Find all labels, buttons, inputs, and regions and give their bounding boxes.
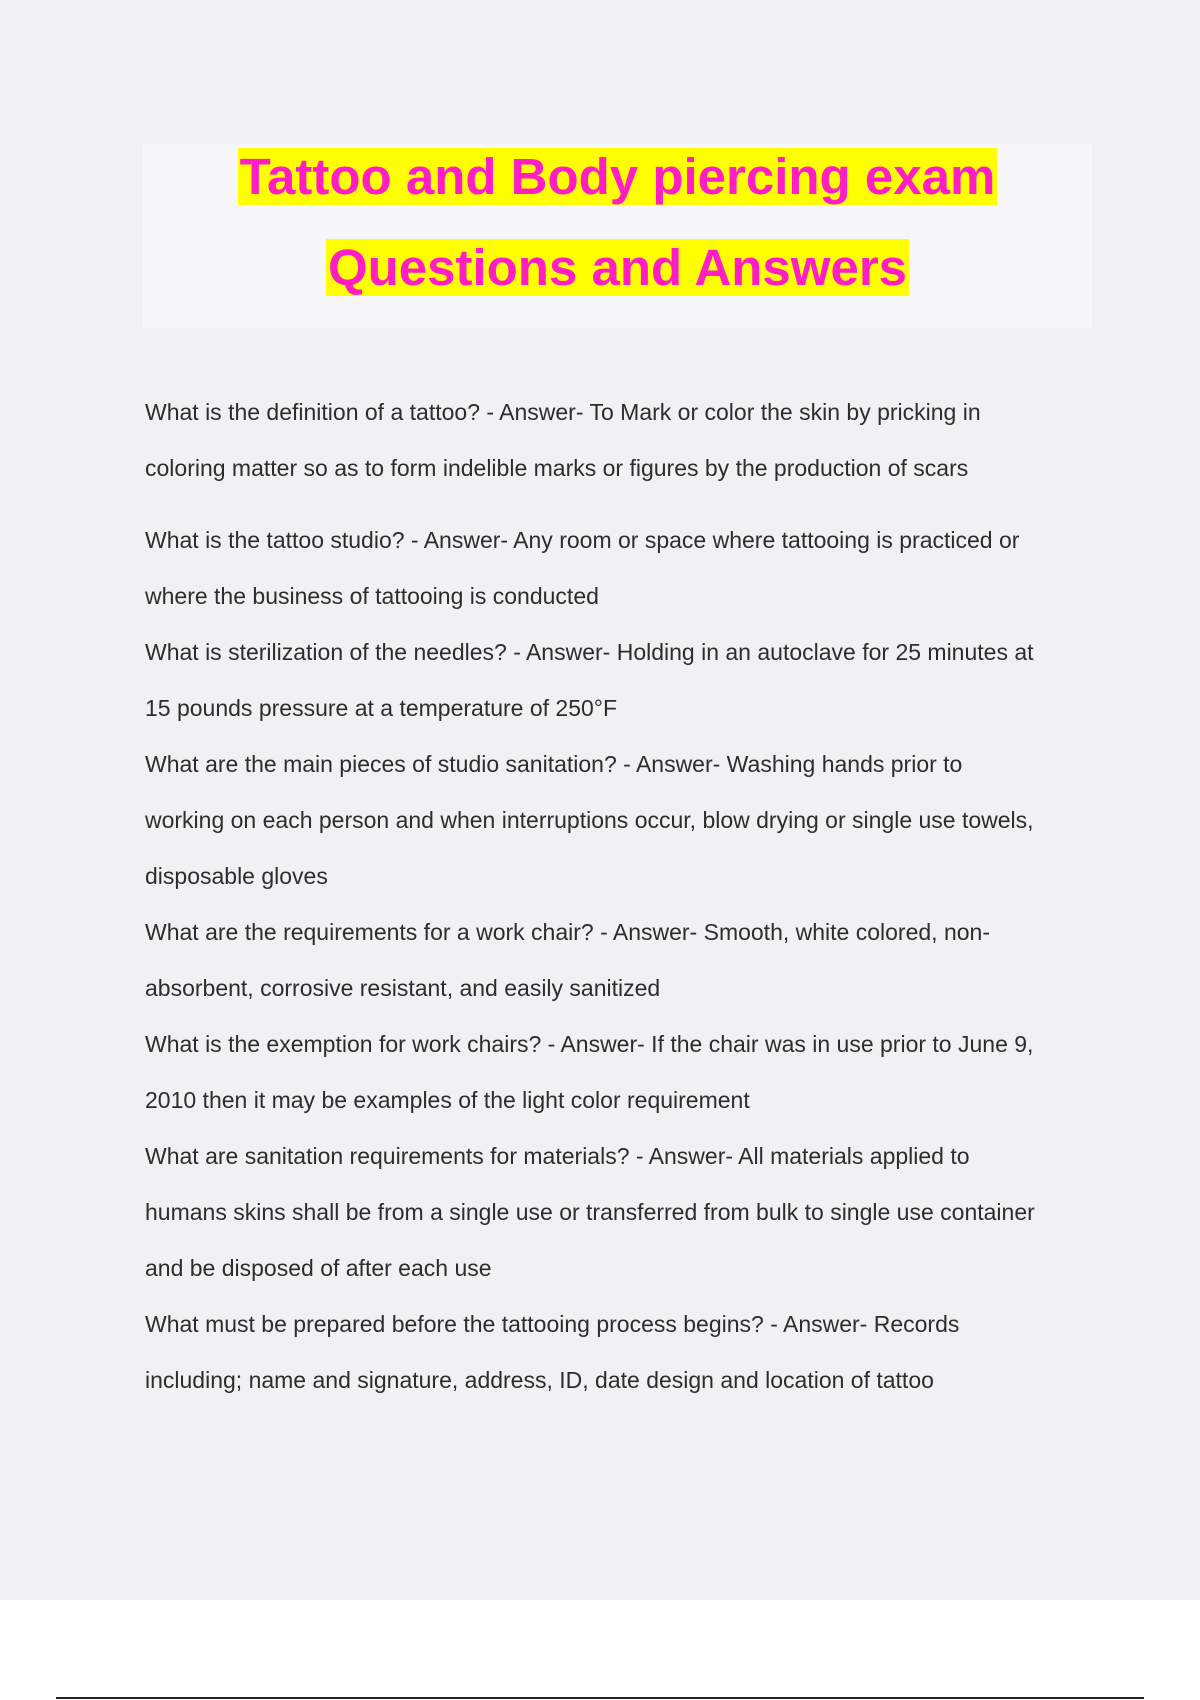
title-line-2 <box>143 239 1092 297</box>
title-text-2: Questions and Answers <box>327 239 908 296</box>
qa-line: What is the exemption for work chairs? - Answer- If the chair was in use prior to June 9, <box>145 1031 1034 1057</box>
qa-line: What is the tattoo studio? - Answer- Any room or space where tattooing is practiced or <box>145 527 1020 553</box>
title-text-1: Tattoo and Body piercing exam <box>239 148 996 205</box>
qa-line: What must be prepared before the tattooing process begins? - Answer- Records <box>145 1311 960 1337</box>
qa-line: What is sterilization of the needles? - Answer- Holding in an autoclave for 25 minutes at <box>145 639 1034 665</box>
qa-list <box>145 384 1095 1408</box>
qa-item <box>145 512 1095 624</box>
qa-line: where the business of tattooing is conducted <box>145 583 599 609</box>
qa-line: and be disposed of after each use <box>145 1255 492 1281</box>
title-block <box>143 144 1092 328</box>
qa-line: What are the main pieces of studio sanitation? - Answer- Washing hands prior to <box>145 751 963 777</box>
qa-line: 15 pounds pressure at a temperature of 250°F <box>145 695 618 721</box>
qa-line: What is the definition of a tattoo? - Answer- To Mark or color the skin by pricking in <box>145 399 981 425</box>
qa-item <box>145 736 1095 904</box>
qa-line: 2010 then it may be examples of the light color requirement <box>145 1087 750 1113</box>
qa-item <box>145 1128 1095 1296</box>
qa-item <box>145 384 1095 496</box>
footer-rule <box>56 1697 1144 1699</box>
qa-line: disposable gloves <box>145 863 328 889</box>
qa-line: coloring matter so as to form indelible marks or figures by the production of scars <box>145 455 969 481</box>
qa-line: What are sanitation requirements for materials? - Answer- All materials applied to <box>145 1143 970 1169</box>
qa-item <box>145 904 1095 1016</box>
qa-line: What are the requirements for a work chair? - Answer- Smooth, white colored, non- <box>145 919 990 945</box>
qa-item <box>145 1016 1095 1128</box>
qa-item <box>145 624 1095 736</box>
qa-item <box>145 1296 1095 1408</box>
title-line-1 <box>143 148 1092 206</box>
qa-line: working on each person and when interruptions occur, blow drying or single use towels, <box>145 807 1034 833</box>
qa-line: including; name and signature, address, ID, date design and location of tattoo <box>145 1367 934 1393</box>
qa-line: absorbent, corrosive resistant, and easily sanitized <box>145 975 661 1001</box>
qa-line: humans skins shall be from a single use or transferred from bulk to single use container <box>145 1199 1035 1225</box>
